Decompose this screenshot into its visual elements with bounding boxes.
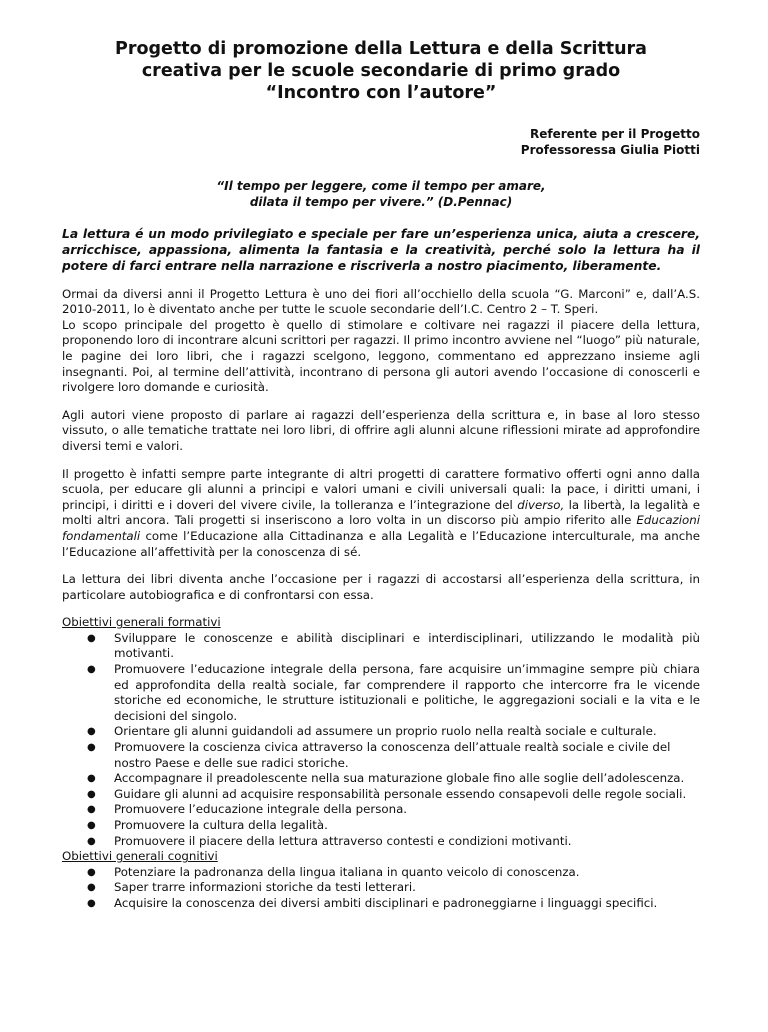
integration-text-c: come l’Educazione alla Cittadinanza e alla Legalità e l’Educazione interculturale, ma anche l’Educazione all’affettività per la conoscenza di sé. — [62, 528, 700, 559]
paragraph-authors: Agli autori viene proposto di parlare ai ragazzi dell’esperienza della scrittura e, in base al loro stesso vissuto, o alle tematiche trattate nei loro libri, di offrire agli alunni alcune riflessioni mirate ad approfondire diversi temi e valori. — [62, 407, 700, 453]
list-item-text: Promuovere l’educazione integrale della persona. — [114, 802, 408, 817]
paragraph-purpose: Lo scopo principale del progetto è quello di stimolare e coltivare nei ragazzi il piacere della lettura, proponendo loro di incontrare alcuni scrittori per ragazzi. Il primo incontro avviene nel “luogo” più naturale, le pagine dei loro libri, che i ragazzi scelgono, leggono, commentano ed apprezzano insieme agli insegnanti. Poi, al termine dell’attività, incontrano di persona gli autori avendo l’occasione di conoscerli e rivolgere loro domande e curiosità. — [62, 317, 700, 395]
list-item — [62, 818, 700, 834]
list-item-text: Guidare gli alunni ad acquisire responsabilità personale essendo consapevoli delle regole sociali. — [114, 786, 687, 801]
document-title — [62, 38, 700, 104]
bullet-icon: ● — [87, 632, 96, 644]
paragraph-history: Ormai da diversi anni il Progetto Lettura è uno dei fiori all’occhiello della scuola “G. Marconi” e, dall’A.S. 2010-2011, lo è diventato anche per tutte le scuole secondarie dell’I.C. Centro 2 – T. Speri. — [62, 286, 700, 317]
bullet-icon: ● — [87, 866, 96, 878]
referent-role: Referente per il Progetto — [529, 127, 700, 141]
list-item — [62, 724, 700, 740]
bullet-icon: ● — [87, 882, 96, 894]
list-item — [62, 834, 700, 850]
paragraph-writing: La lettura dei libri diventa anche l’occasione per i ragazzi di accostarsi all’esperienza della scrittura, in particolare autobiografica e di confrontarsi con essa. — [62, 572, 700, 602]
list-item — [62, 896, 700, 912]
title-line-1: Progetto di promozione della Lettura e della Scrittura — [115, 39, 647, 59]
bullet-icon: ● — [87, 835, 96, 847]
bullet-icon: ● — [87, 742, 96, 754]
list-item-text: Promuovere la cultura della legalità. — [114, 818, 328, 833]
list-item-text: Accompagnare il preadolescente nella sua maturazione globale fino alle soglie dell’adolescenza. — [114, 771, 685, 786]
project-referent — [62, 126, 700, 158]
cognitive-objectives-list — [62, 865, 700, 912]
bullet-icon: ● — [87, 804, 96, 816]
list-item — [62, 631, 700, 662]
list-item — [62, 880, 700, 896]
bullet-icon: ● — [87, 726, 96, 738]
list-item — [62, 865, 700, 881]
list-item-text: Saper trarre informazioni storiche da testi letterari. — [114, 880, 416, 895]
list-item — [62, 740, 700, 771]
integration-text-b: la libertà, la legalità e molti altri ancora. Tali progetti si inseriscono a loro volta in un discorso più ampio riferito alle — [62, 497, 700, 528]
paragraph-integration — [62, 467, 700, 561]
formative-objectives-heading: Obiettivi generali formativi — [62, 615, 221, 630]
referent-name: Professoressa Giulia Piotti — [520, 143, 700, 157]
list-item — [62, 771, 700, 787]
formative-objectives-list — [62, 631, 700, 849]
list-item-text: Promuovere l’educazione integrale della persona, fare acquisire un’immagine sempre più chiara ed approfondita della realtà sociale, far comprendere il rapporto che intercorre fra le vicende storiche ed economiche, le strutture istituzionali e politiche, le aggregazioni sociali e la vita e le decisioni del singolo. — [114, 662, 700, 723]
bullet-icon: ● — [87, 897, 96, 909]
list-item-text: Orientare gli alunni guidandoli ad assumere un proprio ruolo nella realtà sociale e culturale. — [114, 724, 657, 739]
integration-emphasis-educazioni: Educazioni fondamentali — [62, 513, 700, 543]
list-item-text: Promuovere il piacere della lettura attraverso contesti e condizioni motivanti. — [114, 833, 572, 848]
title-line-2: creativa per le scuole secondarie di primo grado — [141, 61, 621, 81]
list-item — [62, 787, 700, 803]
list-item — [62, 662, 700, 724]
quote-line-2: dilata il tempo per vivere.” (D.Pennac) — [249, 195, 513, 209]
cognitive-objectives-heading: Obiettivi generali cognitivi — [62, 849, 218, 864]
intro-paragraph: La lettura é un modo privilegiato e speciale per fare un’esperienza unica, aiuta a crescere, arricchisce, appassiona, alimenta la fantasia e la creatività, perché solo la lettura ha il potere di farci entrare nella narrazione e riscriverla a nostro piacimento, liberamente. — [62, 227, 700, 274]
quote-line-1: “Il tempo per leggere, come il tempo per amare, — [216, 179, 546, 193]
title-line-3: “Incontro con l’autore” — [265, 83, 497, 103]
document-page — [0, 38, 768, 1032]
list-item-text: Acquisire la conoscenza dei diversi ambiti disciplinari e padroneggiarne i linguaggi specifici. — [114, 895, 658, 910]
list-item-text: Potenziare la padronanza della lingua italiana in quanto veicolo di conoscenza. — [114, 864, 580, 879]
bullet-icon: ● — [87, 820, 96, 832]
bullet-icon: ● — [87, 773, 96, 785]
epigraph-quote — [62, 178, 700, 210]
list-item-text: Promuovere la coscienza civica attraverso la conoscenza dell’attuale realtà sociale e civile del nostro Paese e delle sue radici storiche. — [114, 740, 671, 770]
bullet-icon: ● — [87, 664, 96, 676]
integration-text-a: Il progetto è infatti sempre parte integrante di altri progetti di carattere formativo offerti ogni anno dalla scuola, per educare gli alunni a principi e valori umani e civili universali quali: la pace, i diritti umani, i principi, i diritti e i doveri del vivere civile, la tolleranza e l’integrazione del — [62, 466, 700, 512]
integration-emphasis-diverso: diverso, — [517, 497, 565, 512]
list-item — [62, 802, 700, 818]
list-item-text: Sviluppare le conoscenze e abilità disciplinari e interdisciplinari, utilizzando le modalità più motivanti. — [114, 630, 700, 661]
bullet-icon: ● — [87, 788, 96, 800]
